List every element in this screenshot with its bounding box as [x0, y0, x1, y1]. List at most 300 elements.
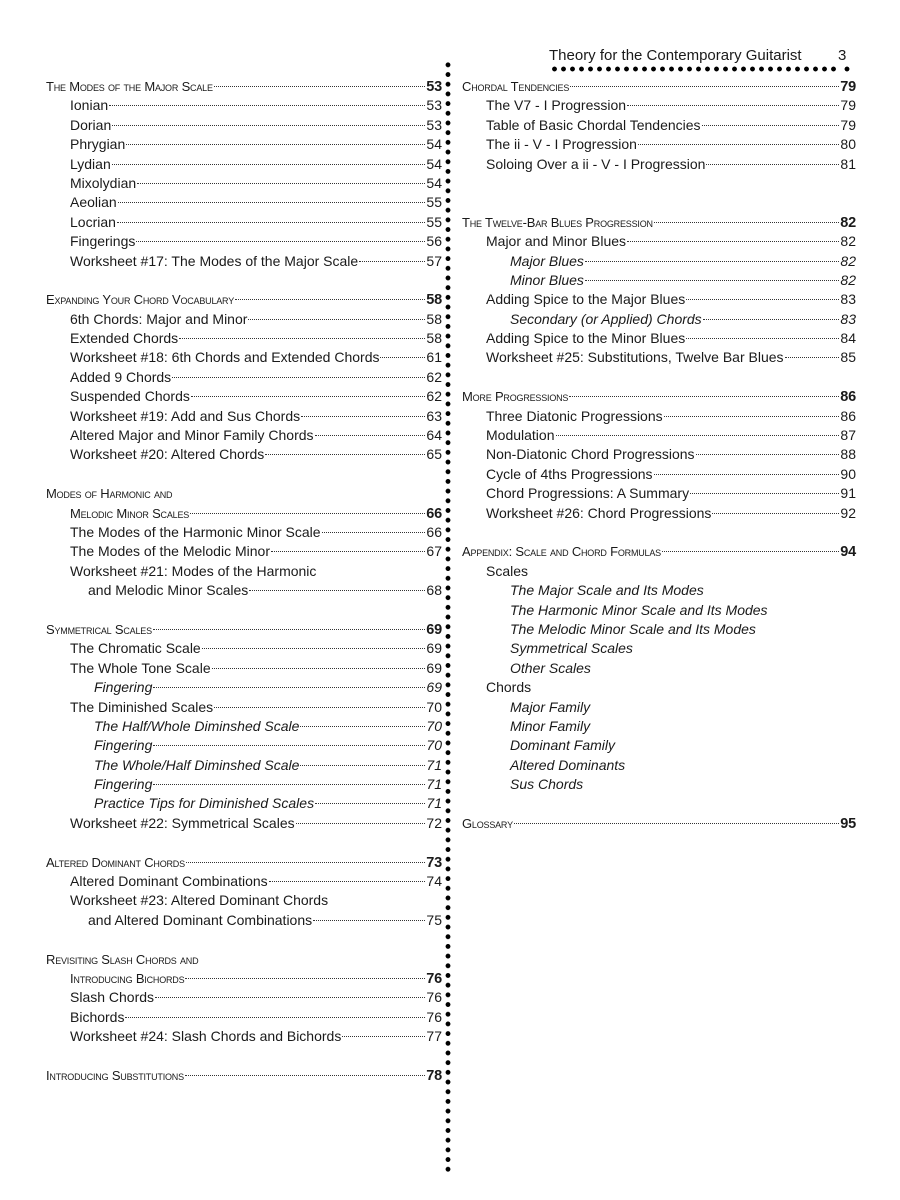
- toc-page-number: 69: [426, 659, 442, 676]
- dot-leader: [315, 435, 426, 436]
- toc-entry-title: The Half/Whole Diminshed Scale: [94, 717, 300, 734]
- toc-page-number: 55: [426, 194, 442, 211]
- toc-entry-title: Glossary: [462, 815, 513, 831]
- toc-page-number: 81: [840, 155, 856, 172]
- toc-subentry[interactable]: [46, 678, 442, 697]
- page-number: 3: [838, 47, 847, 64]
- toc-page-number: 71: [426, 756, 442, 773]
- toc-page-number: 58: [426, 310, 442, 327]
- toc-entry-title: Sus Chords: [510, 776, 584, 793]
- toc-entry-title: Bichords: [70, 1008, 125, 1025]
- toc-entry-title: Melodic Minor Scales: [70, 505, 190, 521]
- dot-leader: [136, 241, 425, 242]
- toc-entry[interactable]: [462, 445, 856, 464]
- dot-leader: [118, 202, 426, 203]
- toc-subentry[interactable]: [462, 639, 856, 658]
- section-spacer: [462, 193, 856, 212]
- dot-leader: [179, 338, 425, 339]
- toc-entry[interactable]: [46, 368, 442, 387]
- toc-entry[interactable]: [46, 1027, 442, 1046]
- toc-entry-title: Minor Family: [510, 717, 591, 734]
- dot-leader: [235, 299, 425, 300]
- dot-leader: [271, 551, 425, 552]
- toc-entry-title: Fingering: [94, 776, 153, 793]
- toc-entry-title: The V7 - I Progression: [486, 97, 627, 114]
- toc-entry-title: Suspended Chords: [70, 388, 190, 405]
- toc-entry-title: Altered Dominants: [510, 756, 626, 773]
- dot-leader: [712, 513, 839, 514]
- toc-subentry[interactable]: [462, 775, 856, 794]
- toc-entry[interactable]: [462, 96, 856, 115]
- toc-entry-title: Worksheet #18: 6th Chords and Extended Chords: [70, 349, 380, 366]
- toc-subentry[interactable]: [46, 756, 442, 775]
- toc-entry-title: Ionian: [70, 97, 109, 114]
- toc-page-number: 70: [426, 737, 442, 754]
- toc-section-heading[interactable]: [462, 387, 856, 406]
- dot-leader: [696, 454, 840, 455]
- toc-subentry[interactable]: [46, 736, 442, 755]
- toc-page-number: 91: [840, 485, 856, 502]
- dot-leader: [112, 164, 426, 165]
- dot-leader: [570, 86, 839, 87]
- toc-entry-title: Lydian: [70, 155, 111, 172]
- column-divider-dotted: [445, 60, 451, 1175]
- toc-entry[interactable]: [46, 814, 442, 833]
- dot-leader: [300, 765, 425, 766]
- toc-entry-title: Phrygian: [70, 136, 126, 153]
- toc-page-number: 66: [426, 505, 442, 522]
- toc-page-number: 86: [840, 407, 856, 424]
- toc-page-number: 67: [426, 543, 442, 560]
- dot-leader: [155, 997, 425, 998]
- dot-leader: [664, 416, 840, 417]
- toc-entry[interactable]: [462, 426, 856, 445]
- toc-entry[interactable]: [462, 678, 856, 697]
- toc-entry-title: Chords: [486, 679, 532, 696]
- toc-entry-title: Adding Spice to the Major Blues: [486, 291, 686, 308]
- toc-entry-title: Dominant Family: [510, 737, 616, 754]
- toc-entry[interactable]: [46, 542, 442, 561]
- dot-leader: [109, 105, 425, 106]
- toc-entry-title: Extended Chords: [70, 330, 179, 347]
- toc-section-heading[interactable]: [46, 620, 442, 639]
- dot-leader: [202, 648, 426, 649]
- toc-entry[interactable]: [46, 698, 442, 717]
- toc-page-number: 69: [426, 679, 442, 696]
- toc-entry[interactable]: [46, 659, 442, 678]
- toc-page-number: 76: [426, 970, 442, 987]
- dot-leader: [172, 377, 425, 378]
- toc-entry[interactable]: [462, 407, 856, 426]
- dot-leader: [126, 144, 425, 145]
- toc-page-number: 69: [426, 640, 442, 657]
- dot-leader: [706, 164, 839, 165]
- section-spacer: [46, 601, 442, 620]
- toc-page-number: 68: [426, 582, 442, 599]
- toc-entry-title: The Whole Tone Scale: [70, 659, 211, 676]
- toc-section-heading[interactable]: [46, 504, 442, 523]
- toc-page-number: 72: [426, 814, 442, 831]
- toc-page-number: 83: [840, 310, 856, 327]
- dot-leader: [296, 823, 426, 824]
- toc-entry[interactable]: [46, 329, 442, 348]
- dot-leader: [265, 454, 425, 455]
- toc-entry-title: Worksheet #21: Modes of the Harmonic: [70, 562, 317, 579]
- toc-entry-title: Altered Major and Minor Family Chords: [70, 427, 314, 444]
- section-spacer: [46, 271, 442, 290]
- toc-entry-title: Dorian: [70, 116, 112, 133]
- toc-entry-title: The Modes of the Major Scale: [46, 79, 213, 94]
- toc-section-heading[interactable]: [462, 213, 856, 232]
- toc-page-number: 70: [426, 698, 442, 715]
- toc-entry-title: Revisiting Slash Chords and: [46, 951, 199, 967]
- toc-entry[interactable]: [46, 911, 442, 930]
- toc-page-number: 54: [426, 155, 442, 172]
- toc-entry-title: Modes of Harmonic and: [46, 486, 173, 502]
- toc-entry[interactable]: [46, 193, 442, 212]
- toc-subentry[interactable]: [462, 620, 856, 639]
- toc-page-number: 75: [426, 911, 442, 928]
- running-title: Theory for the Contemporary Guitarist: [549, 47, 802, 64]
- toc-entry-title: Major and Minor Blues: [486, 233, 627, 250]
- toc-page-number: 58: [426, 330, 442, 347]
- dot-leader: [315, 803, 425, 804]
- toc-subentry[interactable]: [462, 736, 856, 755]
- toc-entry[interactable]: [46, 1008, 442, 1027]
- toc-entry-title: Table of Basic Chordal Tendencies: [486, 116, 701, 133]
- toc-entry[interactable]: [462, 116, 856, 135]
- toc-page-number: 62: [426, 388, 442, 405]
- toc-entry-title: Altered Dominant Combinations: [70, 873, 268, 890]
- toc-page-number: 54: [426, 136, 442, 153]
- toc-section-heading[interactable]: [462, 77, 856, 96]
- toc-subentry[interactable]: [462, 756, 856, 775]
- toc-page-number: 92: [840, 504, 856, 521]
- toc-subentry[interactable]: [462, 581, 856, 600]
- toc-left-column: [46, 77, 442, 1085]
- toc-entry-title: Worksheet #26: Chord Progressions: [486, 504, 712, 521]
- toc-page-number: 82: [840, 233, 856, 250]
- toc-entry-title: Added 9 Chords: [70, 368, 172, 385]
- toc-subentry[interactable]: [462, 698, 856, 717]
- toc-section-heading[interactable]: [46, 1066, 442, 1085]
- toc-right-column: [462, 77, 856, 833]
- toc-page-number: 88: [840, 446, 856, 463]
- toc-page-number: 80: [840, 136, 856, 153]
- section-spacer: [46, 930, 442, 949]
- toc-page-number: 76: [426, 989, 442, 1006]
- toc-entry[interactable]: [46, 155, 442, 174]
- dot-leader: [137, 183, 425, 184]
- toc-entry-title: Three Diatonic Progressions: [486, 407, 663, 424]
- toc-entry-title: Locrian: [70, 213, 116, 230]
- toc-entry[interactable]: [462, 290, 856, 309]
- toc-entry[interactable]: [46, 445, 442, 464]
- toc-entry-title: Worksheet #19: Add and Sus Chords: [70, 407, 301, 424]
- toc-entry-title: Non-Diatonic Chord Progressions: [486, 446, 695, 463]
- toc-entry[interactable]: [46, 523, 442, 542]
- dot-leader: [514, 823, 839, 824]
- toc-entry[interactable]: [46, 581, 442, 600]
- toc-page-number: 90: [840, 465, 856, 482]
- toc-entry-title: The Whole/Half Diminshed Scale: [94, 756, 300, 773]
- toc-entry-title: Worksheet #25: Substitutions, Twelve Bar Blues: [486, 349, 784, 366]
- section-spacer: [462, 368, 856, 387]
- toc-entry[interactable]: [462, 562, 856, 581]
- dot-leader: [654, 222, 839, 223]
- toc-entry[interactable]: [46, 988, 442, 1007]
- toc-entry-title: Major Blues: [510, 252, 584, 269]
- dot-leader: [185, 978, 425, 979]
- toc-page-number: 82: [840, 271, 856, 288]
- toc-entry-title: Introducing Substitutions: [46, 1067, 184, 1083]
- toc-page-number: 58: [426, 292, 442, 309]
- toc-entry[interactable]: [46, 407, 442, 426]
- toc-subentry[interactable]: [462, 252, 856, 271]
- toc-page-number: 83: [840, 291, 856, 308]
- toc-entry-title: Fingerings: [70, 233, 136, 250]
- dot-leader: [185, 1075, 425, 1076]
- toc-page-number: 95: [840, 815, 856, 832]
- toc-entry-title: More Progressions: [462, 389, 569, 405]
- toc-page-number: 54: [426, 174, 442, 191]
- toc-entry-title: The Chromatic Scale: [70, 640, 201, 657]
- toc-entry[interactable]: [46, 232, 442, 251]
- toc-entry-title: Chord Progressions: A Summary: [486, 485, 690, 502]
- dot-leader: [301, 416, 425, 417]
- dot-leader: [186, 862, 425, 863]
- toc-entry[interactable]: [46, 96, 442, 115]
- dot-leader: [702, 125, 840, 126]
- toc-page-number: 71: [426, 795, 442, 812]
- toc-entry[interactable]: [46, 426, 442, 445]
- dot-leader: [212, 668, 426, 669]
- toc-entry[interactable]: [46, 135, 442, 154]
- toc-section-heading[interactable]: [46, 484, 442, 503]
- toc-entry-title: Modulation: [486, 427, 555, 444]
- toc-entry[interactable]: [46, 310, 442, 329]
- section-spacer: [462, 794, 856, 813]
- toc-entry-title: Chordal Tendencies: [462, 79, 570, 94]
- toc-section-heading[interactable]: [462, 542, 856, 561]
- toc-subentry[interactable]: [462, 271, 856, 290]
- section-spacer: [46, 1047, 442, 1066]
- dot-leader: [300, 726, 425, 727]
- dot-leader: [690, 493, 839, 494]
- dot-leader: [313, 920, 425, 921]
- toc-entry-title: and Melodic Minor Scales: [88, 582, 249, 599]
- toc-page-number: 79: [840, 79, 856, 95]
- toc-page-number: 69: [426, 621, 442, 638]
- dot-leader: [153, 687, 425, 688]
- toc-entry-title: Secondary (or Applied) Chords: [510, 310, 702, 327]
- dot-leader: [380, 357, 425, 358]
- toc-section-heading[interactable]: [46, 950, 442, 969]
- dot-leader: [638, 144, 839, 145]
- dot-leader: [569, 396, 839, 397]
- toc-entry-title: Slash Chords: [70, 989, 155, 1006]
- toc-entry[interactable]: [46, 174, 442, 193]
- section-spacer: [462, 174, 856, 193]
- dot-leader: [585, 261, 840, 262]
- toc-entry[interactable]: [462, 504, 856, 523]
- toc-entry-title: Worksheet #23: Altered Dominant Chords: [70, 892, 329, 909]
- dot-leader: [214, 86, 426, 87]
- toc-entry-title: Worksheet #17: The Modes of the Major Scale: [70, 252, 359, 269]
- toc-entry[interactable]: [46, 116, 442, 135]
- dot-leader: [322, 532, 426, 533]
- toc-entry-title: The Melodic Minor Scale and Its Modes: [510, 620, 756, 637]
- dot-leader: [248, 319, 425, 320]
- toc-section-heading[interactable]: [46, 77, 442, 96]
- toc-entry-title: Worksheet #22: Symmetrical Scales: [70, 814, 295, 831]
- toc-entry[interactable]: [46, 252, 442, 271]
- dot-leader: [117, 222, 426, 223]
- dot-leader: [556, 435, 840, 436]
- toc-entry[interactable]: [46, 872, 442, 891]
- toc-entry-title: The ii - V - I Progression: [486, 136, 637, 153]
- section-spacer: [46, 833, 442, 852]
- toc-subentry[interactable]: [46, 775, 442, 794]
- toc-entry[interactable]: [46, 213, 442, 232]
- toc-entry-title: 6th Chords: Major and Minor: [70, 310, 248, 327]
- toc-entry-title: and Altered Dominant Combinations: [88, 911, 313, 928]
- toc-page-number: 82: [840, 252, 856, 269]
- toc-subentry[interactable]: [46, 717, 442, 736]
- dot-leader: [654, 474, 840, 475]
- dot-leader: [359, 261, 425, 262]
- dot-leader: [686, 299, 839, 300]
- toc-entry[interactable]: [46, 348, 442, 367]
- toc-page-number: 76: [426, 1008, 442, 1025]
- dot-leader: [112, 125, 425, 126]
- dot-leader: [153, 784, 425, 785]
- toc-entry-title: Fingering: [94, 737, 153, 754]
- toc-entry-title: The Harmonic Minor Scale and Its Modes: [510, 601, 768, 618]
- dot-leader: [585, 280, 840, 281]
- toc-entry[interactable]: [46, 639, 442, 658]
- toc-entry[interactable]: [462, 329, 856, 348]
- toc-entry-title: Altered Dominant Chords: [46, 854, 185, 870]
- toc-entry-title: Worksheet #24: Slash Chords and Bichords: [70, 1028, 342, 1045]
- toc-page-number: 87: [840, 427, 856, 444]
- toc-section-heading[interactable]: [46, 969, 442, 988]
- toc-page-number: 71: [426, 776, 442, 793]
- toc-entry-title: Introducing Bichords: [70, 970, 185, 986]
- dot-leader: [190, 513, 425, 514]
- toc-page-number: 78: [426, 1067, 442, 1084]
- dot-leader: [785, 357, 840, 358]
- toc-entry-title: Aeolian: [70, 194, 117, 211]
- toc-entry[interactable]: [46, 891, 442, 910]
- dot-leader: [191, 396, 426, 397]
- toc-section-heading[interactable]: [462, 814, 856, 833]
- dot-leader: [686, 338, 839, 339]
- toc-page-number: 82: [840, 214, 856, 231]
- dot-leader: [662, 551, 839, 552]
- toc-page-number: 64: [426, 427, 442, 444]
- toc-subentry[interactable]: [46, 794, 442, 813]
- toc-entry-title: Other Scales: [510, 659, 591, 676]
- toc-page-number: 86: [840, 389, 856, 406]
- dot-leader: [703, 319, 840, 320]
- toc-entry[interactable]: [462, 232, 856, 251]
- toc-entry-title: The Twelve-Bar Blues Progression: [462, 214, 653, 230]
- toc-entry-title: The Modes of the Harmonic Minor Scale: [70, 523, 321, 540]
- bottom-edge: [0, 1190, 900, 1200]
- toc-entry[interactable]: [46, 562, 442, 581]
- dot-leader: [249, 590, 425, 591]
- toc-section-heading[interactable]: [46, 853, 442, 872]
- toc-entry-title: Adding Spice to the Minor Blues: [486, 330, 686, 347]
- toc-entry-title: Cycle of 4ths Progressions: [486, 465, 653, 482]
- toc-page-number: 85: [840, 349, 856, 366]
- dot-leader: [153, 629, 425, 630]
- toc-entry-title: Practice Tips for Diminished Scales: [94, 795, 315, 812]
- toc-entry-title: Worksheet #20: Altered Chords: [70, 446, 265, 463]
- toc-page-number: 53: [426, 97, 442, 114]
- dot-leader: [153, 745, 425, 746]
- toc-page-number: 70: [426, 717, 442, 734]
- toc-page-number: 74: [426, 873, 442, 890]
- toc-page-number: 94: [840, 544, 856, 561]
- toc-entry[interactable]: [46, 387, 442, 406]
- toc-page-number: 79: [840, 116, 856, 133]
- dot-leader: [125, 1017, 425, 1018]
- section-spacer: [46, 465, 442, 484]
- toc-entry-title: Scales: [486, 562, 529, 579]
- toc-page-number: 84: [840, 330, 856, 347]
- toc-subentry[interactable]: [462, 310, 856, 329]
- toc-entry-title: Soloing Over a ii - V - I Progression: [486, 155, 706, 172]
- toc-entry-title: Symmetrical Scales: [510, 640, 633, 657]
- toc-page-number: 77: [426, 1028, 442, 1045]
- toc-page-number: 65: [426, 446, 442, 463]
- toc-section-heading[interactable]: [46, 290, 442, 309]
- toc-page-number: 56: [426, 233, 442, 250]
- toc-subentry[interactable]: [462, 659, 856, 678]
- toc-subentry[interactable]: [462, 601, 856, 620]
- toc-entry-title: Minor Blues: [510, 271, 584, 288]
- toc-page-number: 63: [426, 407, 442, 424]
- toc-entry[interactable]: [462, 484, 856, 503]
- toc-entry[interactable]: [462, 155, 856, 174]
- toc-entry[interactable]: [462, 348, 856, 367]
- toc-entry-title: The Diminished Scales: [70, 698, 214, 715]
- toc-subentry[interactable]: [462, 717, 856, 736]
- toc-page-number: 62: [426, 368, 442, 385]
- toc-entry-title: Fingering: [94, 679, 153, 696]
- toc-entry[interactable]: [462, 465, 856, 484]
- dot-leader: [269, 881, 426, 882]
- toc-page-number: 57: [426, 252, 442, 269]
- dot-leader: [342, 1036, 425, 1037]
- toc-entry-title: Major Family: [510, 698, 591, 715]
- toc-page-number: 73: [426, 854, 442, 871]
- toc-entry-title: The Modes of the Melodic Minor: [70, 543, 270, 560]
- toc-entry[interactable]: [462, 135, 856, 154]
- toc-entry-title: Mixolydian: [70, 174, 137, 191]
- header-dotted-rule: [550, 66, 840, 72]
- toc-entry-title: Symmetrical Scales: [46, 621, 152, 637]
- dot-leader: [627, 241, 839, 242]
- toc-page-number: 53: [426, 79, 442, 95]
- toc-page-number: 55: [426, 213, 442, 230]
- toc-entry-title: The Major Scale and Its Modes: [510, 582, 704, 599]
- dot-leader: [214, 707, 425, 708]
- section-spacer: [462, 523, 856, 542]
- dot-leader: [627, 105, 839, 106]
